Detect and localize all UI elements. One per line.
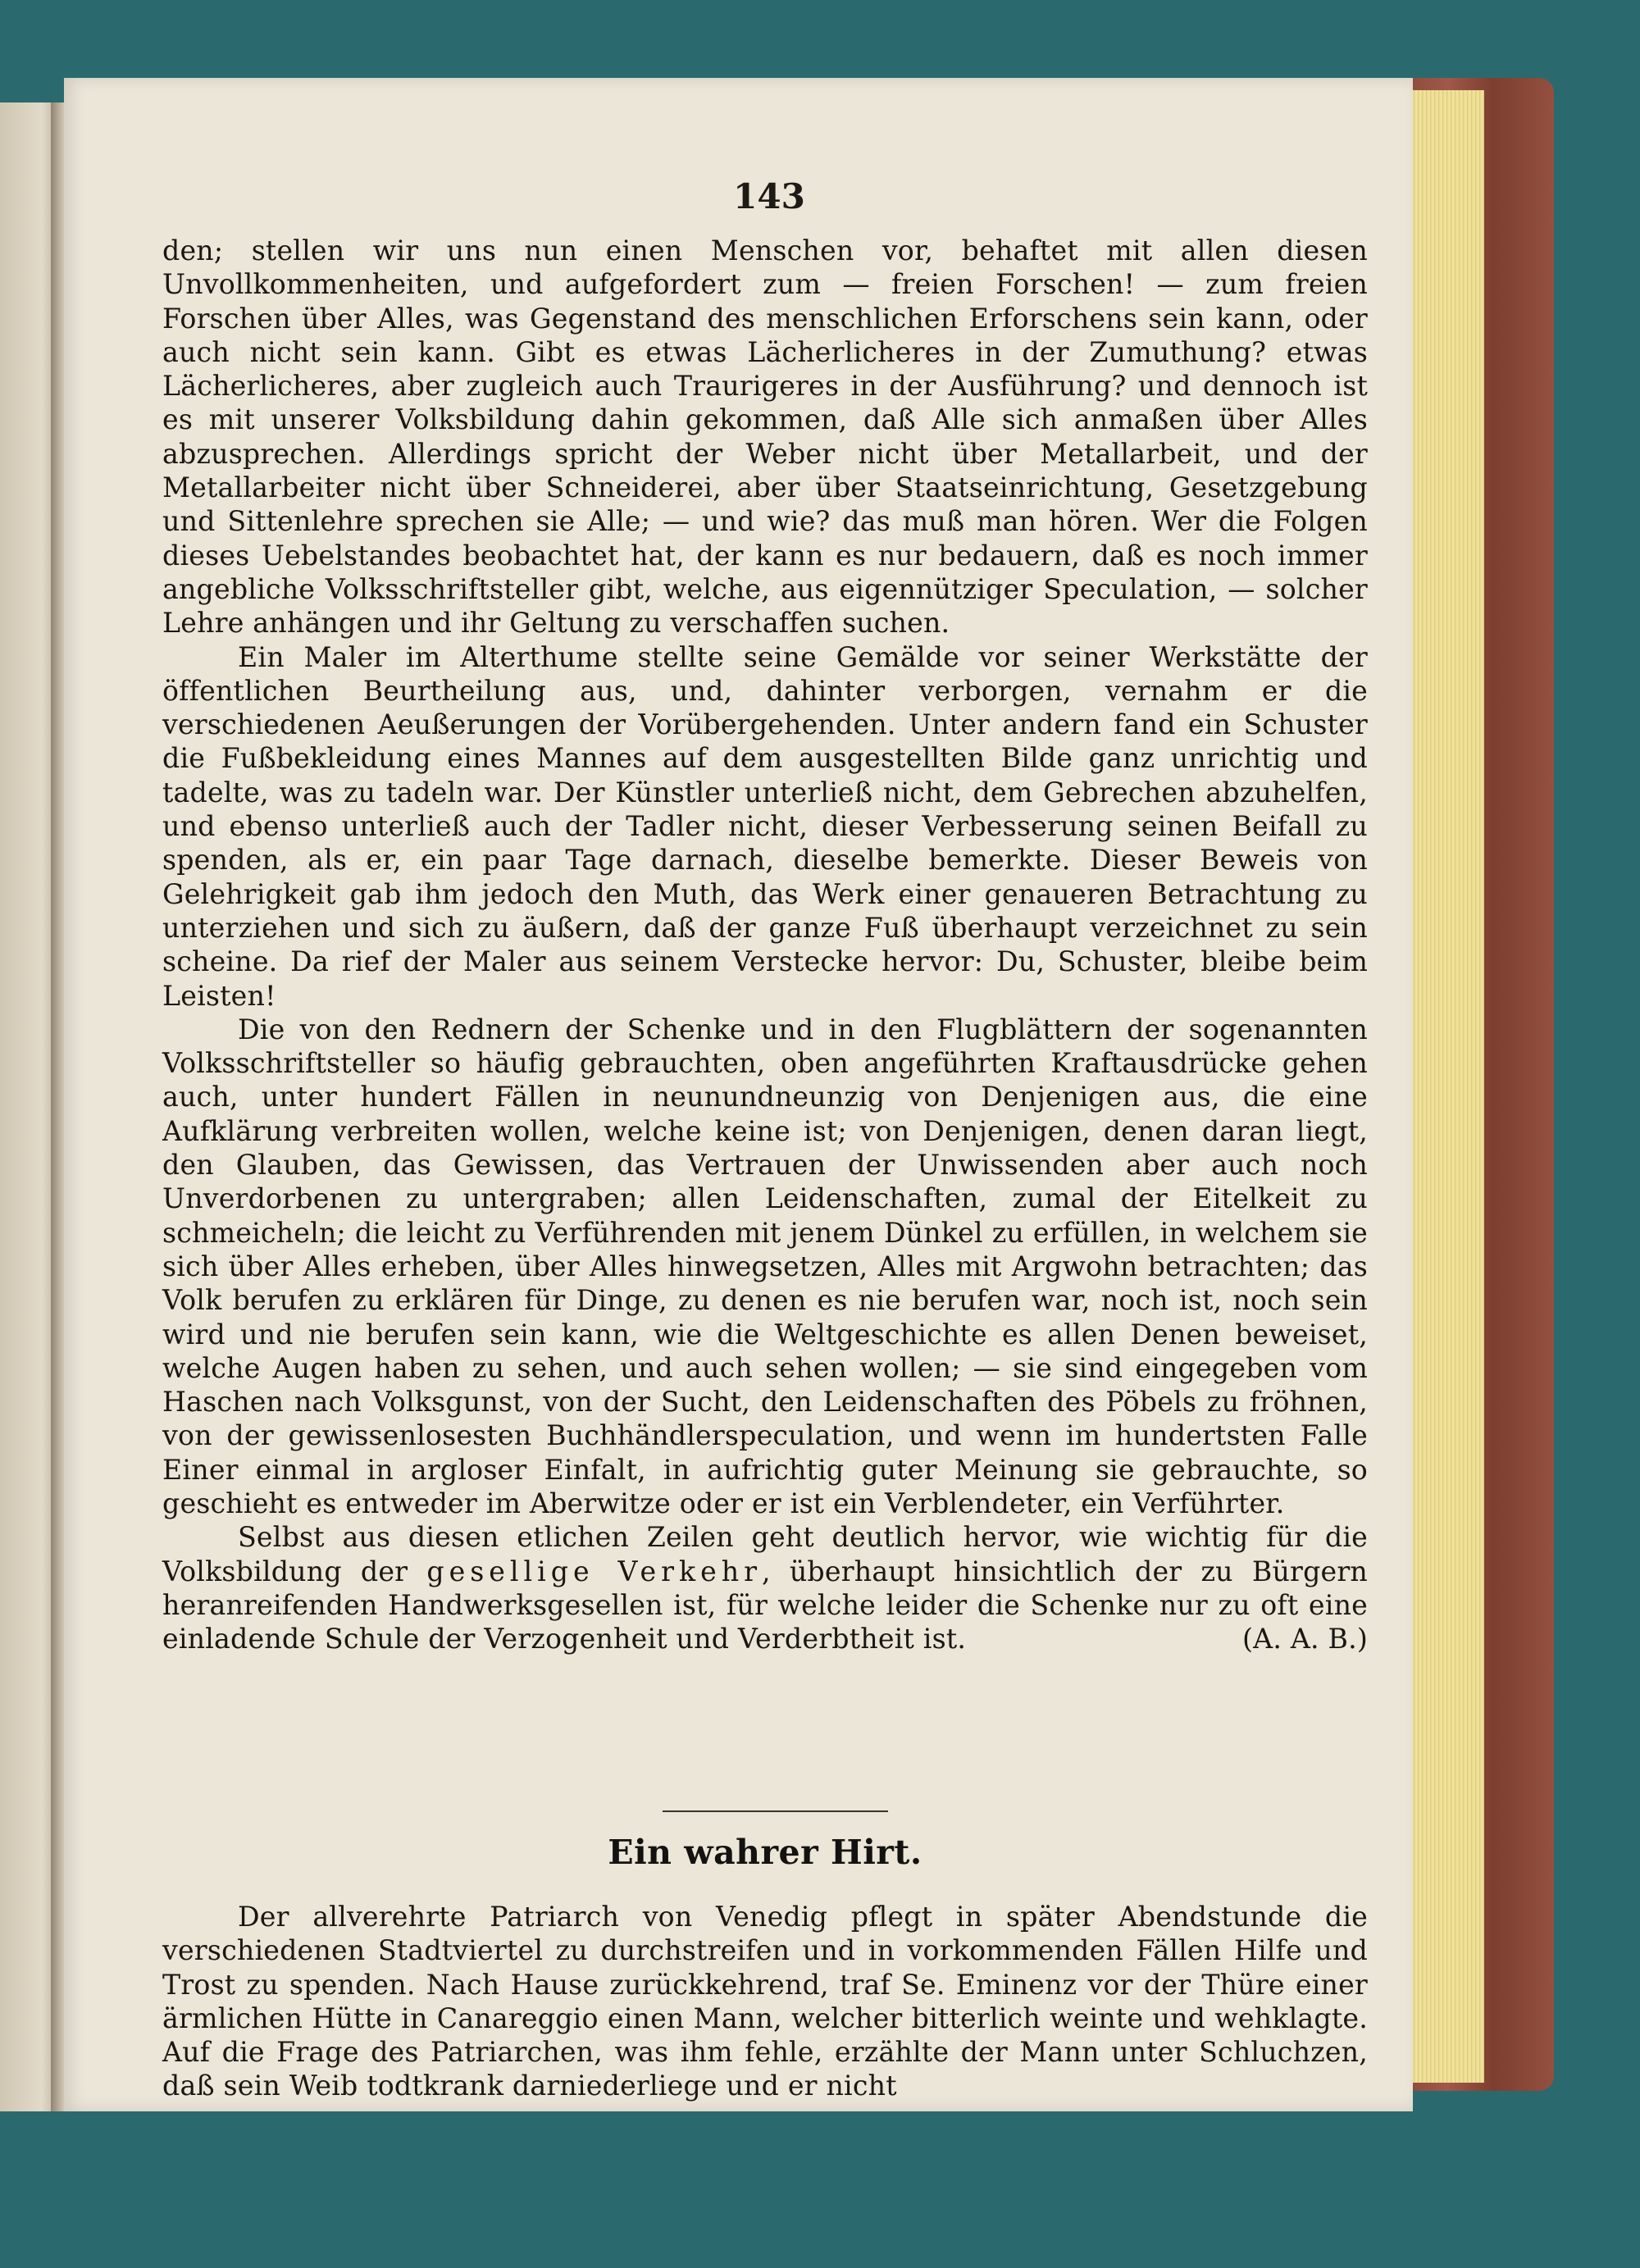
closing-text-before: Selbst aus diesen etlichen Zeilen geht deutlich hervor, wie wichtig für die Volksbildung der	[162, 1521, 1368, 1587]
article-body	[162, 234, 1368, 1655]
article-title: Ein wahrer Hirt.	[608, 1833, 922, 1872]
emphasized-phrase: gesellige Verkehr	[426, 1555, 762, 1587]
book-page	[64, 78, 1413, 2111]
closing-paragraph	[162, 1520, 1368, 1655]
page-number: 143	[733, 176, 805, 216]
paragraph: Der allverehrte Patriarch von Venedig pflegt in später Abendstunde die verschiedenen Stadtviertel zu durchstreifen und in vorkommenden Fällen Hilfe und Trost zu spenden. Nach Hause zurückkehrend, traf Se. Eminenz vor der Thüre einer ärmlichen Hütte in Canareggio einen Mann, welcher bitterlich weinte und wehklagte. Auf die Frage des Patriarchen, was ihm fehle, erzählte der Mann unter Schluchzen, daß sein Weib todtkrank darniederliege und er nicht	[162, 1901, 1368, 2102]
author-signature: (A. A. B.)	[1242, 1623, 1368, 1655]
section-divider	[663, 1810, 888, 1812]
page-block-edge	[1410, 90, 1484, 2083]
paragraph: Ein Maler im Alterthume stellte seine Gemälde vor seiner Werkstätte der öffentlichen Beurtheilung aus, und, dahinter verborgen, vernahm er die verschiedenen Aeußerungen der Vorübergehenden. Unter andern fand ein Schuster die Fußbekleidung eines Mannes auf dem ausgestellten Bilde ganz unrichtig und tadelte, was zu tadeln war. Der Künstler unterließ nicht, dem Gebrechen abzuhelfen, und ebenso unterließ auch der Tadler nicht, dieser Verbesserung seinen Beifall zu spenden, als er, ein paar Tage darnach, dieselbe bemerkte. Dieser Beweis von Gelehrigkeit gab ihm jedoch den Muth, das Werk einer genaueren Betrachtung zu unterziehen und sich zu äußern, daß der ganze Fuß überhaupt verzeichnet zu sein scheine. Da rief der Maler aus seinem Verstecke hervor: Du, Schuster, bleibe beim Leisten!	[162, 640, 1368, 1012]
paragraph: Die von den Rednern der Schenke und in den Flugblättern der sogenannten Volksschriftsteller so häufig gebrauchten, oben angeführten Kraftausdrücke gehen auch, unter hundert Fällen in neunundneunzig von Denjenigen aus, die eine Aufklärung verbreiten wollen, welche keine ist; von Denjenigen, denen daran liegt, den Glauben, das Gewissen, das Vertrauen der Unwissenden aber auch noch Unverdorbenen zu untergraben; allen Leidenschaften, zumal der Eitelkeit zu schmeicheln; die leicht zu Verführenden mit jenem Dünkel zu erfüllen, in welchem sie sich über Alles erheben, über Alles hinwegsetzen, Alles mit Argwohn betrachten; das Volk berufen zu erklären für Dinge, zu denen es nie berufen war, noch ist, noch sein wird und nie berufen sein kann, wie die Weltgeschichte es allen Denen beweiset, welche Augen haben zu sehen, und auch sehen wollen; — sie sind eingegeben vom Haschen nach Volksgunst, von der Sucht, den Leidenschaften des Pöbels zu fröhnen, von der gewissenlosesten Buchhändlerspeculation, und wenn im hundertsten Falle Einer einmal in argloser Einfalt, in aufrichtig guter Meinung sie gebrauchte, so geschieht es entweder im Aberwitze oder er ist ein Verblendeter, ein Verführter.	[162, 1013, 1368, 1519]
paragraph: den; stellen wir uns nun einen Menschen vor, behaftet mit allen diesen Unvollkommenheiten, und aufgefordert zum — freien Forschen! — zum freien Forschen über Alles, was Gegenstand des menschlichen Erforschens sein kann, oder auch nicht sein kann. Gibt es etwas Lächerlicheres in der Zumuthung? etwas Lächerlicheres, aber zugleich auch Traurigeres in der Ausführung? und dennoch ist es mit unserer Volksbildung dahin gekommen, daß Alle sich anmaßen über Alles abzusprechen. Allerdings spricht der Weber nicht über Metallarbeit, und der Metallarbeiter nicht über Schneiderei, aber über Staatseinrichtung, Gesetzgebung und Sittenlehre sprechen sie Alle; — und wie? das muß man hören. Wer die Folgen dieses Uebelstandes beobachtet hat, der kann es nur bedauern, daß es noch immer angebliche Volksschriftsteller gibt, welche, aus eigennütziger Speculation, — solcher Lehre anhängen und ihr Geltung zu verschaffen suchen.	[162, 235, 1368, 640]
article-body-2	[162, 1900, 1368, 2103]
closing-text-after: , überhaupt hinsichtlich der zu Bürgern heranreifenden Handwerksgesellen ist, für welche leider die Schenke nur zu oft eine einladende Schule der Verzogenheit und Verderbtheit ist.	[162, 1555, 1368, 1655]
